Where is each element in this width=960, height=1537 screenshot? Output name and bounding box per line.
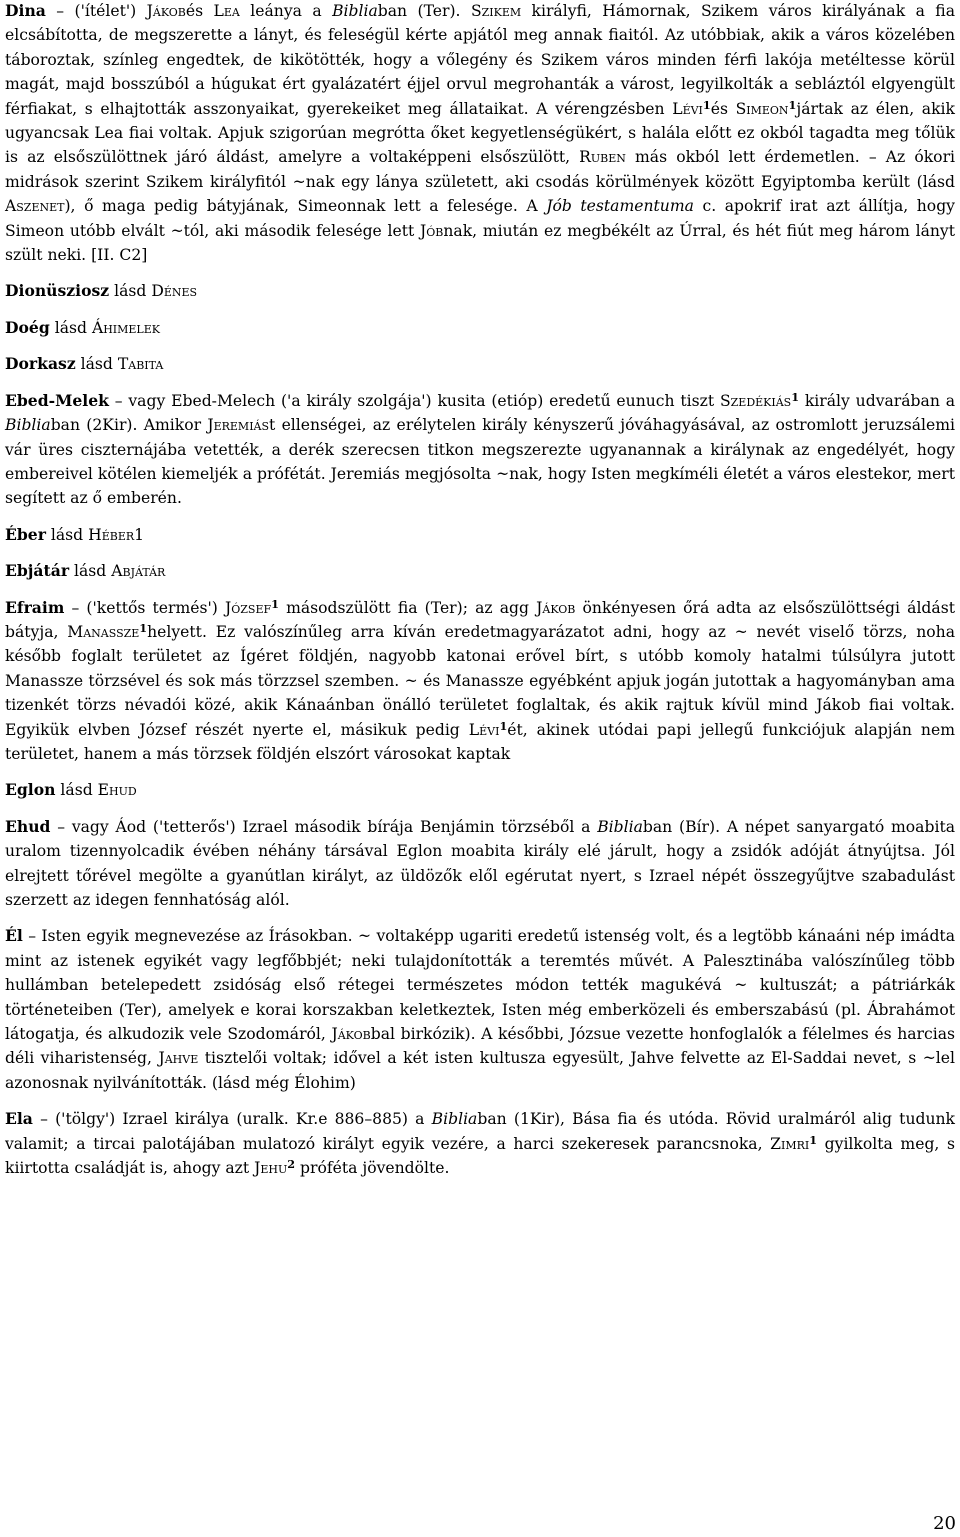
entry-text: lásd [45,525,89,544]
cross-reference: Jeremiás [207,416,270,435]
entry-text: ban (2Kir). Amikor [50,416,208,435]
entry-headword: Éber [5,524,46,544]
cross-reference: Szikem [470,2,522,20]
cross-reference: Héber [88,525,135,544]
entry-headword: Eglon [5,780,56,800]
entry-text: és [710,99,736,118]
cross-reference: Lévi [672,99,703,118]
entry-eglon [5,778,955,802]
entry-text: c. apokrif irat azt állítja, hogy Simeon utóbb elvált ~tól, aki második felesége lett [5,197,955,240]
entry-text: lásd [109,282,152,301]
entry-ebed-melek [5,389,955,511]
entry-headword: Dionüsziosz [5,281,110,301]
cross-reference: Ruben [579,148,626,167]
entry-headword: Él [5,926,23,946]
cross-reference: Lea [213,2,240,20]
italic-text: Jób testamentuma [546,197,694,216]
italic-text: Biblia [431,1110,478,1129]
entry-text: helyett. Ez valószínűleg arra kíván eredetmagyarázatot adni, hogy az ~ nevét viselő törzs, noha később foglalt területet az Ígéret földjén, nagyobb katonai erővel bírt, s utóbb komoly hatalmi túlsúlyra jutott Manassze törzsével és sok más törzzsel szemben. ~ és Manassze egyébként apjuk jogán jutottak a hagyományban ama tizenkét törzs névadói közé, akik Kánaánban önálló területet foglaltak, és akik rajtuk kívül mind Jákob fiai voltak. Egyikük elvben József részét nyerte el, másikuk pedig [5,622,955,739]
italic-text: Biblia [597,817,643,836]
cross-reference: Lévi [468,720,500,739]
entry-text: nak, miután ez megbékélt az Úrral, és hét fiút meg három lányt szült neki. [II. C2] [5,221,955,265]
entry-efraim [5,596,955,767]
entry-text: leánya a [239,2,333,20]
entry-text: önkényesen őrá adta az elsőszülöttségi áldást bátyja, [5,598,955,641]
entry-text: lásd [75,355,118,374]
entry-text: gyilkolta meg, s kiirtotta családját is, ahogy azt [5,1134,955,1178]
entry-text: – vagy Ebed-Melech ('a király szolgája') kusita (etióp) eredetű eunuch tiszt [108,391,720,410]
entry-headword: Dorkasz [5,354,76,374]
entry-text: lásd [55,781,98,800]
italic-text: Biblia [332,2,378,20]
entry-text: tisztelői voltak; idővel a két isten kultusza egyesült, Jahve felvette az El-Saddai nevet, s ~lel azonosnak nyilvánították. (lásd még Élohim) [5,1049,955,1092]
cross-reference: Manassze [67,622,140,641]
entry-text: ban (Ter). [377,2,471,20]
cross-reference: Simeon [735,99,789,118]
cross-reference: Zimri [770,1134,810,1153]
cross-reference: Áhimelek [91,318,160,337]
entry-el [5,924,955,1095]
entry-text: más okból lett érdemetlen. – Az ókori midrások szerint Szikem királyfitól ~nak egy lánya született, aki csodás körülmények között Egyiptomba került (lásd [5,148,956,191]
entry-ela [5,1107,955,1180]
entry-text: király udvarában a [799,391,955,410]
entry-list [5,0,955,1180]
entry-text: t ellenségei, az erélytelen király kényszerű jóváhagyásával, az ostromlott jeruzsálemi vár üres ciszternájába vetették, a derék szerecsen titkon megszerezte ugyanannak a királynak az engedélyét, hogy embereivel kötélen kiemeljék a prófétát. Jeremiás megjósolta ~nak, hogy Isten megkíméli életét a város elestekor, mert segített az ő emberén. [5,416,955,508]
cross-reference: Ehud [97,781,137,800]
cross-reference: Jákob [331,1025,371,1044]
italic-text: Biblia [5,416,51,435]
cross-reference: Jahve [158,1049,199,1068]
cross-reference: József [225,598,272,617]
superscript-index: 1 [702,97,711,112]
entry-text: jártak az élen, akik ugyancsak Lea fiai voltak. Apjuk szigorúan megrótta őket kegyetlenségükért, s halála előtt ez okból tagadta meg tőlük is az elsőszülöttnek járó áldást, amelyre a voltaképpeni elsőszülött, [5,99,955,167]
entry-text: 1 [134,525,145,544]
cross-reference: Dénes [151,282,198,301]
entry-text: másodszülött fia (Ter); az agg [278,598,537,617]
entry-headword: Ebjátár [5,561,70,581]
superscript-index: 1 [809,1132,818,1147]
entry-headword: Dina [5,1,46,20]
entry-ehud [5,815,955,913]
superscript-index: 2 [287,1157,296,1172]
entry-doeg [5,316,955,340]
entry-ebjatar [5,559,955,583]
entry-text: ét, akinek utódai papi jellegű funkciójuk alapján nem területet, hanem a más törzsek földjén elszórt városokat kaptak [5,720,955,763]
entry-dionusziosz [5,279,955,303]
entry-text: és [185,2,214,20]
cross-reference: Tabita [117,355,164,374]
entry-text: bal birkózik). A későbbi, Józsue vezette honfoglalók a félelmes és harcias déli viharistenség, [5,1025,956,1068]
cross-reference: Jákob [536,598,576,617]
entry-text: próféta jövendölte. [295,1159,450,1178]
entry-headword: Ela [5,1109,33,1129]
cross-reference: Szedékiás [719,391,792,410]
entry-text: – vagy Áod ('tetterős') Izrael második bírája Benjámin törzséből a [50,817,598,836]
dictionary-page [5,0,955,1192]
superscript-index: 1 [139,620,148,635]
cross-reference: Jehu [254,1159,288,1178]
page-number: 20 [933,1513,956,1534]
entry-dorkasz [5,352,955,376]
entry-dina [5,0,955,267]
cross-reference: Jób [420,221,444,240]
entry-headword: Ebed-Melek [5,390,109,410]
entry-headword: Doég [5,317,50,337]
entry-eber [5,523,955,547]
superscript-index: 1 [791,389,800,404]
entry-text: ban (Bír). A népet sanyargató moabita uralom tizennyolcadik évében néhány társával Eglon moabita király elé járult, hogy a zsidók adóját átnyújtsa. Jól elrejtett tőrével megölte a gyanútlan királyt, az üldözők elől egérutat nyert, s Izrael népét összegyűjtve szabadulást szerzett az idegen fennhatóság alól. [5,817,956,909]
entry-text: ), ő maga pedig bátyjának, Simeonnak lett a felesége. A [64,197,547,216]
superscript-index: 1 [499,718,508,733]
entry-text: – Isten egyik megnevezése az Írásokban. ~ voltaképp ugariti eredetű istenség volt, és a legtöbb kánaáni nép imádta mint az istenek egyikét vagy legfőbbjét; neki tulajdonították a teremtés művét. A Palesztinába valószínűleg több hullámban betelepedett zsidóság első rétegei természetes módon tették magukévá ~ kultuszát; a pátriárkák történeteiben (Ter), amelyek e korai korszakban keletkeztek, Isten még emberközeli és emberszabású (pl. Ábrahámot látogatja, és alkudozik vele Szodomáról, [5,927,955,1044]
cross-reference: Aszenet [5,197,65,216]
entry-text: királyfi, Hámornak, Szikem város királyának a fia elcsábította, de megszerette a lányt, és feleségül kérte apjától meg annak fiaitól. Az utóbbiak, akik a város közelében táboroztak, színleg engedtek, de kikötötték, hogy a vőlegény és Szikem város minden férfi lakója metéltesse körül magát, majd bosszúból a húgukat ért gyalázatért éjjel orvul megrohanták a várost, legyilkolták a sebláztól elgyengült férfiakat, s elhajtották asszonyaikat, gyerekeiket meg állataikat. A vérengzésben [5,2,955,118]
cross-reference: Jákob [146,2,186,20]
superscript-index: 1 [788,97,797,112]
entry-headword: Ehud [5,816,51,836]
entry-text: – ('tölgy') Izrael királya (uralk. Kr.e 886–885) a [32,1110,432,1129]
entry-headword: Efraim [5,597,65,617]
entry-text: lásd [69,562,112,581]
cross-reference: Abjátár [111,562,166,581]
entry-text: lásd [49,318,92,337]
entry-text: – ('kettős termés') [64,598,225,617]
entry-text: ban (1Kir), Bása fia és utóda. Rövid uralmáról alig tudunk valamit; a tircai palotájában mulatozó királyt egyik vezére, a harci szekeresek parancsnoka, [5,1110,955,1153]
entry-text: – ('ítélet') [45,2,147,20]
superscript-index: 1 [271,596,279,611]
